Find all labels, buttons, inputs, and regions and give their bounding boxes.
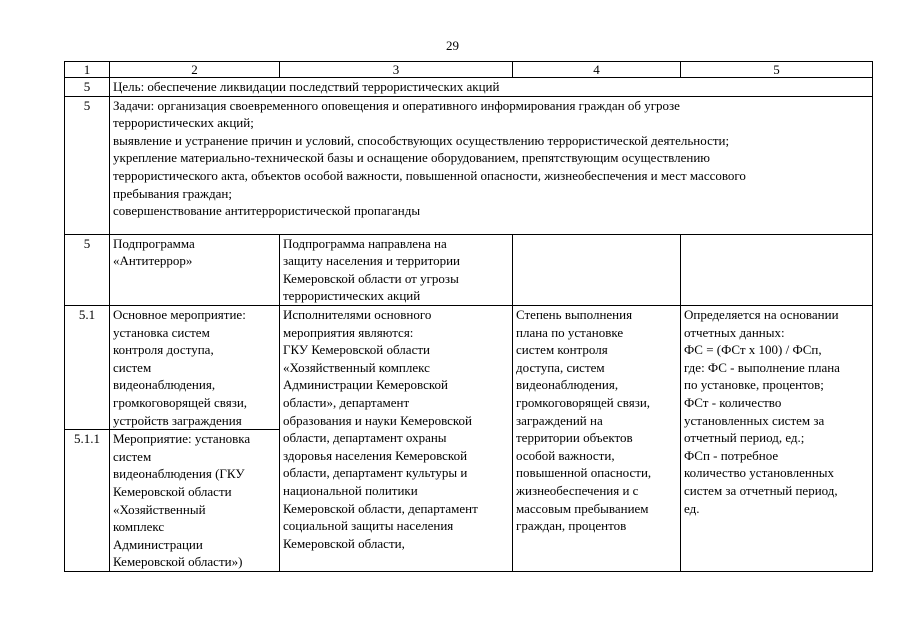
text-line: Исполнителями основного — [283, 306, 432, 322]
text-line: Мероприятие: установка — [113, 431, 251, 447]
text-line: Подпрограмма направлена на — [283, 235, 447, 251]
main-activity-text — [110, 305, 280, 429]
text-line: образования и науки Кемеровской — [283, 412, 473, 428]
row-number: 5 — [65, 78, 110, 97]
text-line: совершенствование антитеррористической пропаганды — [113, 203, 421, 219]
row-number: 5.1 — [65, 305, 110, 429]
program-table — [64, 61, 873, 572]
calculation-method-text — [681, 305, 873, 571]
text-line: отчетных данных: — [684, 324, 785, 340]
text-line: Степень выполнения — [516, 306, 633, 322]
text-line: области, департамент охраны — [283, 430, 447, 446]
text-line: повышенной опасности, — [516, 465, 652, 481]
text-line: комплекс — [113, 519, 165, 535]
text-line: отчетный период, ед.; — [684, 430, 805, 446]
text-line: ФС = (ФСт х 100) / ФСп, — [684, 342, 822, 358]
text-line: области, департамент культуры и — [283, 465, 468, 481]
row-number: 5.1.1 — [65, 430, 110, 572]
text-line: громкоговорящей связи, — [516, 394, 651, 410]
header-col-2: 2 — [110, 62, 280, 78]
text-line: Администрации — [113, 536, 203, 552]
text-line: Подпрограмма — [113, 235, 195, 251]
text-line: социальной защиты населения — [283, 518, 454, 534]
text-line: Задачи: организация своевременного оповещения и оперативного информирования граждан об угрозе — [113, 97, 680, 113]
subprogram-description — [280, 234, 513, 305]
header-col-4: 4 — [513, 62, 681, 78]
text-line: Основное мероприятие: — [113, 306, 246, 322]
executors-text — [280, 305, 513, 571]
row-number: 5 — [65, 234, 110, 305]
text-line: систем — [113, 448, 152, 464]
text-line: видеонаблюдения (ГКУ — [113, 466, 245, 482]
text-line: где: ФС - выполнение плана — [684, 359, 840, 375]
text-line: Кемеровской области от угрозы — [283, 270, 459, 286]
activity-text — [110, 430, 280, 572]
text-line: установка систем — [113, 324, 210, 340]
text-line: Кемеровской области, департамент — [283, 500, 478, 516]
text-line: укрепление материально-технической базы и оснащение оборудованием, препятствующим осуществлению — [113, 150, 711, 166]
text-line: жизнеобеспечения и с — [516, 482, 639, 498]
text-line: видеонаблюдения, — [516, 377, 619, 393]
text-line: громкоговорящей связи, — [113, 394, 248, 410]
text-line: территории объектов — [516, 430, 633, 446]
text-line: доступа, систем — [516, 359, 605, 375]
goal-text: Цель: обеспечение ликвидации последствий террористических акций — [110, 78, 873, 97]
text-line: «Хозяйственный комплекс — [283, 359, 430, 375]
text-line: устройств заграждения — [113, 412, 242, 428]
text-line: выявление и устранение причин и условий, способствующих осуществлению террористической деятельности; — [113, 132, 730, 148]
text-line: массовым пребыванием — [516, 500, 649, 516]
text-line: ФСт - количество — [684, 394, 782, 410]
indicator-text — [513, 305, 681, 571]
text-line: Кемеровской области») — [113, 554, 243, 570]
subprogram-row — [65, 234, 873, 305]
header-col-5: 5 — [681, 62, 873, 78]
text-line: количество установленных — [684, 465, 835, 481]
text-line: террористических акций; — [113, 115, 254, 131]
text-line: видеонаблюдения, — [113, 377, 216, 393]
header-col-3: 3 — [280, 62, 513, 78]
text-line: систем контроля — [516, 342, 608, 358]
text-line: террористических акций — [283, 288, 421, 304]
main-activity-row — [65, 305, 873, 429]
table-header-row — [65, 62, 873, 78]
text-line: области», департамент — [283, 394, 410, 410]
text-line: террористического акта, объектов особой важности, повышенной опасности, жизнеобеспечения и мест массового — [113, 167, 746, 183]
text-line: ФСп - потребное — [684, 447, 779, 463]
goal-row — [65, 78, 873, 97]
header-col-1: 1 — [65, 62, 110, 78]
text-line: по установке, процентов; — [684, 377, 824, 393]
text-line: Кемеровской области, — [283, 535, 405, 551]
text-line: пребывания граждан; — [113, 185, 232, 201]
text-line: здоровья населения Кемеровской — [283, 447, 468, 463]
empty-cell — [681, 234, 873, 305]
text-line: национальной политики — [283, 482, 418, 498]
row-number: 5 — [65, 96, 110, 234]
text-line: особой важности, — [516, 447, 615, 463]
tasks-row — [65, 96, 873, 234]
text-line: «Хозяйственный — [113, 501, 206, 517]
text-line: установленных систем за — [684, 412, 825, 428]
text-line: Кемеровской области — [113, 483, 232, 499]
text-line: мероприятия являются: — [283, 324, 414, 340]
text-line: систем за отчетный период, — [684, 482, 838, 498]
empty-cell — [513, 234, 681, 305]
text-line: плана по установке — [516, 324, 624, 340]
text-line: контроля доступа, — [113, 342, 214, 358]
subprogram-name — [110, 234, 280, 305]
text-line: Определяется на основании — [684, 306, 839, 322]
text-line: граждан, процентов — [516, 518, 627, 534]
page-number: 29 — [446, 38, 459, 53]
text-line: ГКУ Кемеровской области — [283, 342, 430, 358]
tasks-text — [110, 96, 873, 234]
text-line: Администрации Кемеровской — [283, 377, 448, 393]
text-line: ед. — [684, 500, 700, 516]
text-line: защиту населения и территории — [283, 253, 460, 269]
text-line: «Антитеррор» — [113, 253, 193, 269]
text-line: заграждений на — [516, 412, 603, 428]
text-line: систем — [113, 359, 152, 375]
